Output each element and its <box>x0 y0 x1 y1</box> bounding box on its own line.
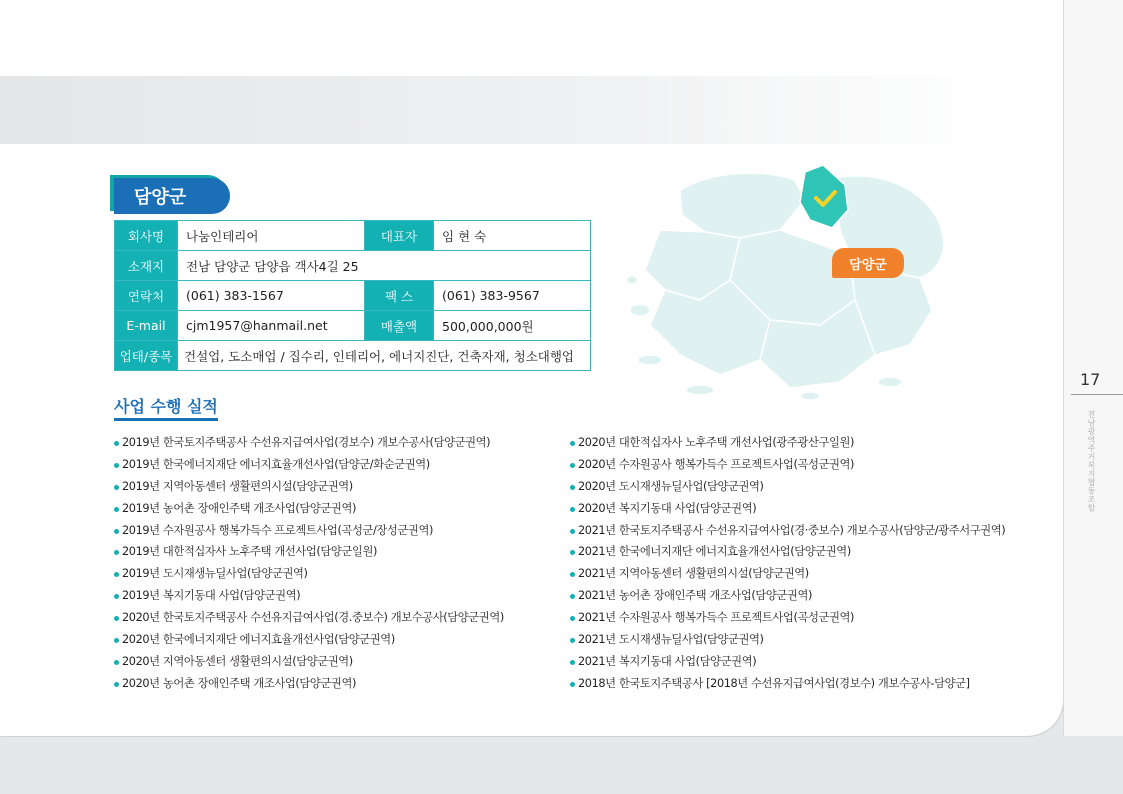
header-band <box>0 76 1000 144</box>
list-item: 2020년 농어촌 장애인주택 개조사업(담양군권역) <box>114 673 504 695</box>
sales-label: 매출액 <box>365 311 434 341</box>
list-item: 2021년 도시재생뉴딜사업(담양군권역) <box>570 629 1005 651</box>
list-item: 2021년 한국토지주택공사 수선유지급여사업(경·중보수) 개보수공사(담양군/광주서구권역) <box>570 520 1005 542</box>
list-item: 2019년 복지기동대 사업(담양군권역) <box>114 585 504 607</box>
records-list-right <box>570 432 1005 695</box>
list-item: 2020년 한국토지주택공사 수선유지급여사업(경.중보수) 개보수공사(담양군권역) <box>114 607 504 629</box>
map-island <box>626 276 638 284</box>
email-label: E-mail <box>115 311 178 341</box>
list-item: 2019년 도시재생뉴딜사업(담양군권역) <box>114 563 504 585</box>
table-row <box>115 251 591 281</box>
table-row <box>115 341 591 371</box>
phone-label: 연락처 <box>115 281 178 311</box>
business-value: 건설업, 도소매업 / 집수리, 인테리어, 에너지진단, 건축자재, 청소대행업 <box>178 341 591 371</box>
company-name-value: 나눔인테리어 <box>178 221 365 251</box>
list-item: 2021년 수자원공사 행복가득수 프로젝트사업(곡성군권역) <box>570 607 1005 629</box>
list-item: 2021년 복지기동대 사업(담양군권역) <box>570 651 1005 673</box>
list-item: 2018년 한국토지주택공사 [2018년 수선유지급여사업(경보수) 개보수공사-담양군] <box>570 673 1005 695</box>
table-row <box>115 311 591 341</box>
address-value: 전남 담양군 담양읍 객사4길 25 <box>178 251 591 281</box>
side-organization-text: 전남광역주거복지협동조합 <box>1087 410 1096 512</box>
map-island <box>878 377 902 387</box>
records-title-underline <box>114 418 218 421</box>
map-island <box>638 355 662 365</box>
list-item: 2019년 한국토지주택공사 수선유지급여사업(경보수) 개보수공사(담양군권역) <box>114 432 504 454</box>
list-item: 2020년 한국에너지재단 에너지효율개선사업(담양군권역) <box>114 629 504 651</box>
list-item: 2020년 대한적십자사 노후주택 개선사업(광주광산구일원) <box>570 432 1005 454</box>
list-item: 2019년 한국에너지재단 에너지효율개선사업(담양군/화순군권역) <box>114 454 504 476</box>
business-label: 업태/종목 <box>115 341 178 371</box>
records-title: 사업 수행 실적 <box>114 397 218 416</box>
company-name-label: 회사명 <box>115 221 178 251</box>
map-highlight-damyang <box>800 165 848 228</box>
list-item: 2020년 도시재생뉴딜사업(담양군권역) <box>570 476 1005 498</box>
side-tab-panel <box>1063 0 1123 736</box>
table-row <box>115 281 591 311</box>
list-item: 2021년 지역아동센터 생활편의시설(담양군권역) <box>570 563 1005 585</box>
ceo-value: 임 현 숙 <box>434 221 591 251</box>
map-region-north <box>680 173 805 238</box>
map-island <box>800 392 820 400</box>
sales-value: 500,000,000원 <box>434 311 591 341</box>
list-item: 2019년 대한적십자사 노후주택 개선사업(담양군일원) <box>114 541 504 563</box>
list-item: 2020년 지역아동센터 생활편의시설(담양군권역) <box>114 651 504 673</box>
list-item: 2019년 농어촌 장애인주택 개조사업(담양군권역) <box>114 498 504 520</box>
ceo-label: 대표자 <box>365 221 434 251</box>
records-list-left <box>114 432 504 695</box>
list-item: 2020년 복지기동대 사업(담양군권역) <box>570 498 1005 520</box>
company-info-table <box>114 220 591 371</box>
list-item: 2019년 지역아동센터 생활편의시설(담양군권역) <box>114 476 504 498</box>
list-item: 2020년 수자원공사 행복가득수 프로젝트사업(곡성군권역) <box>570 454 1005 476</box>
address-label: 소재지 <box>115 251 178 281</box>
email-value: cjm1957@hanmail.net <box>178 311 365 341</box>
page-number: 17 <box>1080 370 1101 389</box>
map-region-label: 담양군 <box>832 248 904 278</box>
fax-value: (061) 383-9567 <box>434 281 591 311</box>
fax-label: 팩 스 <box>365 281 434 311</box>
region-title: 담양군 <box>114 178 230 214</box>
map-island <box>630 304 650 316</box>
list-item: 2019년 수자원공사 행복가득수 프로젝트사업(곡성군/장성군권역) <box>114 520 504 542</box>
map-island <box>686 385 714 395</box>
phone-value: (061) 383-1567 <box>178 281 365 311</box>
jeonnam-map <box>620 160 960 400</box>
list-item: 2021년 한국에너지재단 에너지효율개선사업(담양군권역) <box>570 541 1005 563</box>
list-item: 2021년 농어촌 장애인주택 개조사업(담양군권역) <box>570 585 1005 607</box>
table-row <box>115 221 591 251</box>
page-number-rule <box>1071 394 1123 395</box>
